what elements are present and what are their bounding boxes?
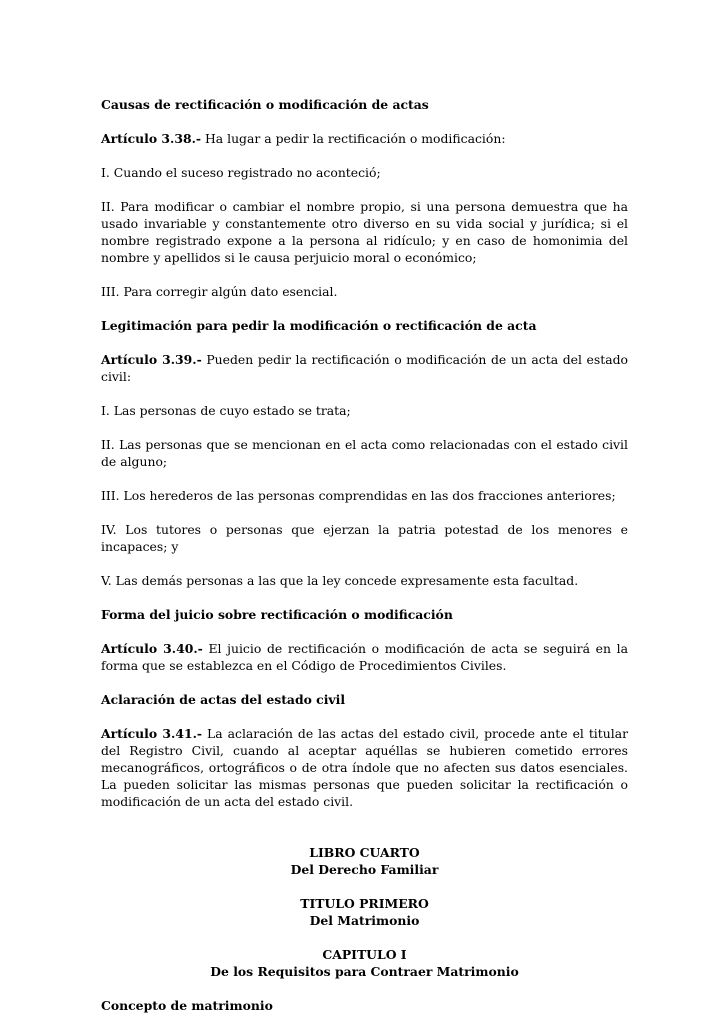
article-3-39 xyxy=(101,351,628,385)
article-3-41 xyxy=(101,725,628,810)
fraction-i: I. Cuando el suceso registrado no aconteció; xyxy=(101,165,381,180)
fraction-i: I. Las personas de cuyo estado se trata; xyxy=(101,403,351,418)
fraction-ii: II. Para modificar o cambiar el nombre propio, si una persona demuestra que ha usado invariable y constantemente otro diverso en su vida social y jurídica; si el nombre registrado expone a la persona al ridículo; y en caso de homonimia del nombre y apellidos si le causa perjuicio moral o económico; xyxy=(101,199,628,265)
article-label: Artículo 3.40.- xyxy=(101,641,203,656)
fraction-ii: II. Las personas que se mencionan en el acta como relacionadas con el estado civil de alguno; xyxy=(101,437,628,469)
article-3-40 xyxy=(101,640,628,674)
section-heading-concepto: Concepto de matrimonio xyxy=(101,998,273,1013)
article-text: Ha lugar a pedir la rectificación o modificación: xyxy=(201,131,506,146)
book-title-block xyxy=(101,844,628,878)
section-heading-forma-juicio: Forma del juicio sobre rectificación o modificación xyxy=(101,607,453,622)
section-heading-causas: Causas de rectificación o modificación de actas xyxy=(101,97,429,112)
chapter-block xyxy=(101,946,628,980)
chapter-heading: CAPITULO I xyxy=(322,947,407,962)
fraction-iv: IV. Los tutores o personas que ejerzan la patria potestad de los menores e incapaces; y xyxy=(101,522,628,554)
document-page xyxy=(101,96,628,1014)
book-subtitle: Del Derecho Familiar xyxy=(290,862,439,877)
section-heading-aclaracion: Aclaración de actas del estado civil xyxy=(101,692,346,707)
fraction-iii: III. Para corregir algún dato esencial. xyxy=(101,284,338,299)
article-text: Pueden pedir la rectificación o modificación de un acta del estado civil: xyxy=(101,352,628,384)
article-3-38 xyxy=(101,130,628,147)
article-label: Artículo 3.39.- xyxy=(101,352,202,367)
article-label: Artículo 3.38.- xyxy=(101,131,202,146)
fraction-iii: III. Los herederos de las personas comprendidas en las dos fracciones anteriores; xyxy=(101,488,616,503)
title-subtitle: Del Matrimonio xyxy=(309,913,420,928)
title-heading: TITULO PRIMERO xyxy=(300,896,429,911)
book-title: LIBRO CUARTO xyxy=(309,845,420,860)
spacer xyxy=(101,827,628,844)
title-block xyxy=(101,895,628,929)
article-text: El juicio de rectificación o modificación de acta se seguirá en la forma que se establezca en el Código de Procedimientos Civiles. xyxy=(101,641,628,673)
section-heading-legitimacion: Legitimación para pedir la modificación o rectificación de acta xyxy=(101,318,537,333)
article-text: La aclaración de las actas del estado civil, procede ante el titular del Registro Civil, cuando al aceptar aquéllas se hubieren cometido errores mecanográficos, ortográficos o de otra índole que no afecten sus datos esenciales. La pueden solicitar las mismas personas que pueden solicitar la rectificación o modificación de un acta del estado civil. xyxy=(101,726,629,809)
fraction-v: V. Las demás personas a las que la ley concede expresamente esta facultad. xyxy=(101,573,579,588)
chapter-subtitle: De los Requisitos para Contraer Matrimonio xyxy=(210,964,519,979)
article-label: Artículo 3.41.- xyxy=(101,726,203,741)
